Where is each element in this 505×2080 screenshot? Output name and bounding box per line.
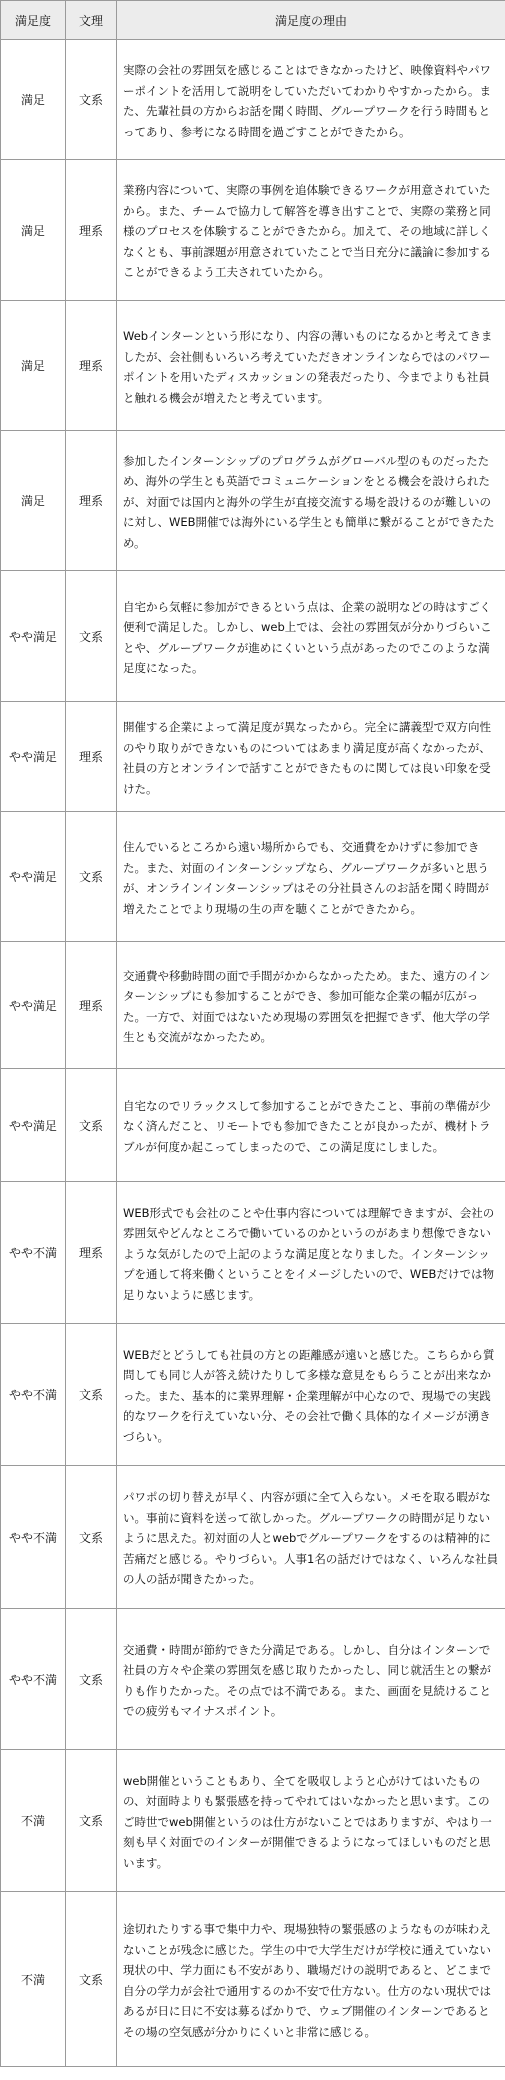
satisfaction-cell: 満足 <box>1 160 66 301</box>
satisfaction-cell: やや満足 <box>1 942 66 1069</box>
table-header <box>1 1 505 40</box>
field-cell: 文系 <box>66 1324 117 1466</box>
field-cell: 理系 <box>66 160 117 301</box>
reason-cell: 業務内容について、実際の事例を追体験できるワークが用意されていたから。また、チームで協力して解答を導き出すことで、実際の業務と同様のプロセスを体験することができたから。加えて、その地域に詳しくなくとも、事前課題が用意されていたことで当日充分に議論に参加することができるよう工夫されていたから。 <box>117 160 505 301</box>
satisfaction-cell: 満足 <box>1 431 66 571</box>
reason-cell: WEB形式でも会社のことや仕事内容については理解できますが、会社の雰囲気やどんなところで働いているのかというのがあまり想像できないような気がしたので上記のような満足度となりました。インターンシップを通して将来働くということをイメージしたいので、WEBだけでは物足りないように感じます。 <box>117 1182 505 1324</box>
table-body <box>1 40 505 2067</box>
field-cell: 文系 <box>66 1892 117 2067</box>
satisfaction-cell: やや満足 <box>1 1069 66 1182</box>
field-cell: 理系 <box>66 702 117 812</box>
table-row <box>1 1609 505 1750</box>
reason-cell: 実際の会社の雰囲気を感じることはできなかったけど、映像資料やパワーポイントを活用して説明をしていただいてわかりやすかったから。また、先輩社員の方からお話を聞く時間、グループワークを行う時間もとってあり、参考になる時間を過ごすことができたから。 <box>117 40 505 160</box>
field-cell: 理系 <box>66 431 117 571</box>
reason-cell: 住んでいるところから遠い場所からでも、交通費をかけずに参加できた。また、対面のインターンシップなら、グループワークが多いと思うが、オンラインインターンシップはその分社員さんのお話を聞く時間が増えたことでより現場の生の声を聴くことができたから。 <box>117 812 505 942</box>
reason-cell: パワポの切り替えが早く、内容が頭に全て入らない。メモを取る暇がない。事前に資料を送って欲しかった。グループワークの時間が足りないように思えた。初対面の人とwebでグループワークをするのは精神的に苦痛だと感じる。やりづらい。人事1名の話だけではなく、いろんな社員の人の話が聞きたかった。 <box>117 1466 505 1609</box>
field-cell: 文系 <box>66 1466 117 1609</box>
table-row <box>1 431 505 571</box>
table-row <box>1 571 505 702</box>
reason-cell: WEBだとどうしても社員の方との距離感が遠いと感じた。こちらから質問しても同じ人が答え続けたりして多様な意見をもらうことが出来なかった。また、基本的に業界理解・企業理解が中心なので、現場での実践的なワークを行えていない分、その会社で働く具体的なイメージが湧きづらい。 <box>117 1324 505 1466</box>
field-cell: 文系 <box>66 1069 117 1182</box>
field-cell: 文系 <box>66 571 117 702</box>
satisfaction-cell: やや不満 <box>1 1466 66 1609</box>
header-row <box>1 1 505 40</box>
reason-cell: 交通費・時間が節約できた分満足である。しかし、自分はインターンで社員の方々や企業の雰囲気を感じ取りたかったし、同じ就活生との繋がりも作りたかった。その点では不満である。また、画面を見続けることでの疲労もマイナスポイント。 <box>117 1609 505 1750</box>
reason-cell: Webインターンという形になり、内容の薄いものになるかと考えてきましたが、会社側もいろいろ考えていただきオンラインならではのパワーポイントを用いたディスカッションの発表だったり、今までよりも社員と触れる機会が増えたと考えています。 <box>117 301 505 431</box>
satisfaction-cell: 満足 <box>1 301 66 431</box>
satisfaction-cell: やや不満 <box>1 1324 66 1466</box>
reason-cell: 参加したインターンシップのプログラムがグローバル型のものだったため、海外の学生とも英語でコミュニケーションをとる機会を設けられたが、対面では国内と海外の学生が直接交流する場を設けるのが難しいのに対し、WEB開催では海外にいる学生とも簡単に繋がることができたため。 <box>117 431 505 571</box>
reason-cell: 自宅なのでリラックスして参加することができたこと、事前の準備が少なく済んだこと、リモートでも参加できたことが良かったが、機材トラブルが何度か起こってしまったので、この満足度にしました。 <box>117 1069 505 1182</box>
header-reason: 満足度の理由 <box>117 1 505 40</box>
table-row <box>1 1069 505 1182</box>
header-satisfaction: 満足度 <box>1 1 66 40</box>
table-row <box>1 702 505 812</box>
satisfaction-cell: やや満足 <box>1 702 66 812</box>
table-row <box>1 1892 505 2067</box>
table-row <box>1 942 505 1069</box>
satisfaction-cell: やや不満 <box>1 1609 66 1750</box>
reason-cell: 自宅から気軽に参加ができるという点は、企業の説明などの時はすごく便利で満足した。しかし、web上では、会社の雰囲気が分かりづらいことや、グループワークが進めにくいという点があったのでこのような満足度になった。 <box>117 571 505 702</box>
satisfaction-cell: やや満足 <box>1 571 66 702</box>
field-cell: 文系 <box>66 812 117 942</box>
field-cell: 理系 <box>66 301 117 431</box>
header-field: 文理 <box>66 1 117 40</box>
table-row <box>1 40 505 160</box>
reason-cell: web開催ということもあり、全てを吸収しようと心がけてはいたものの、対面時よりも緊張感を持ってやれてはいなかったと思います。このご時世でweb開催というのは仕方がないことではありますが、やはり一刻も早く対面でのインターが開催できるようになってほしいものだと思います。 <box>117 1750 505 1892</box>
satisfaction-cell: 不満 <box>1 1892 66 2067</box>
field-cell: 理系 <box>66 1182 117 1324</box>
table-row <box>1 160 505 301</box>
reason-cell: 途切れたりする事で集中力や、現場独特の緊張感のようなものが味わえないことが残念に感じた。学生の中で大学生だけが学校に通えていない現状の中、学力面にも不安があり、職場だけの説明であると、どこまで自分の学力が会社で通用するのか不安で仕方ない。仕方のない現状ではあるが日に日に不安は募るばかりで、ウェブ開催のインターンであるとその場の空気感が分かりにくいと非常に感じる。 <box>117 1892 505 2067</box>
satisfaction-cell: 満足 <box>1 40 66 160</box>
field-cell: 文系 <box>66 1750 117 1892</box>
field-cell: 理系 <box>66 942 117 1069</box>
satisfaction-cell: やや満足 <box>1 812 66 942</box>
table-row <box>1 1466 505 1609</box>
satisfaction-cell: 不満 <box>1 1750 66 1892</box>
field-cell: 文系 <box>66 1609 117 1750</box>
reason-cell: 開催する企業によって満足度が異なったから。完全に講義型で双方向性のやり取りができないものについてはあまり満足度が高くなかったが、社員の方とオンラインで話すことができたものに関しては良い印象を受けた。 <box>117 702 505 812</box>
satisfaction-cell: やや不満 <box>1 1182 66 1324</box>
table-row <box>1 1750 505 1892</box>
reason-cell: 交通費や移動時間の面で手間がかからなかったため。また、遠方のインターンシップにも参加することができ、参加可能な企業の幅が広がった。一方で、対面ではないため現場の雰囲気を把握できず、他大学の学生とも交流がなかったため。 <box>117 942 505 1069</box>
table-row <box>1 1324 505 1466</box>
table-row <box>1 301 505 431</box>
table-row <box>1 812 505 942</box>
field-cell: 文系 <box>66 40 117 160</box>
table-row <box>1 1182 505 1324</box>
